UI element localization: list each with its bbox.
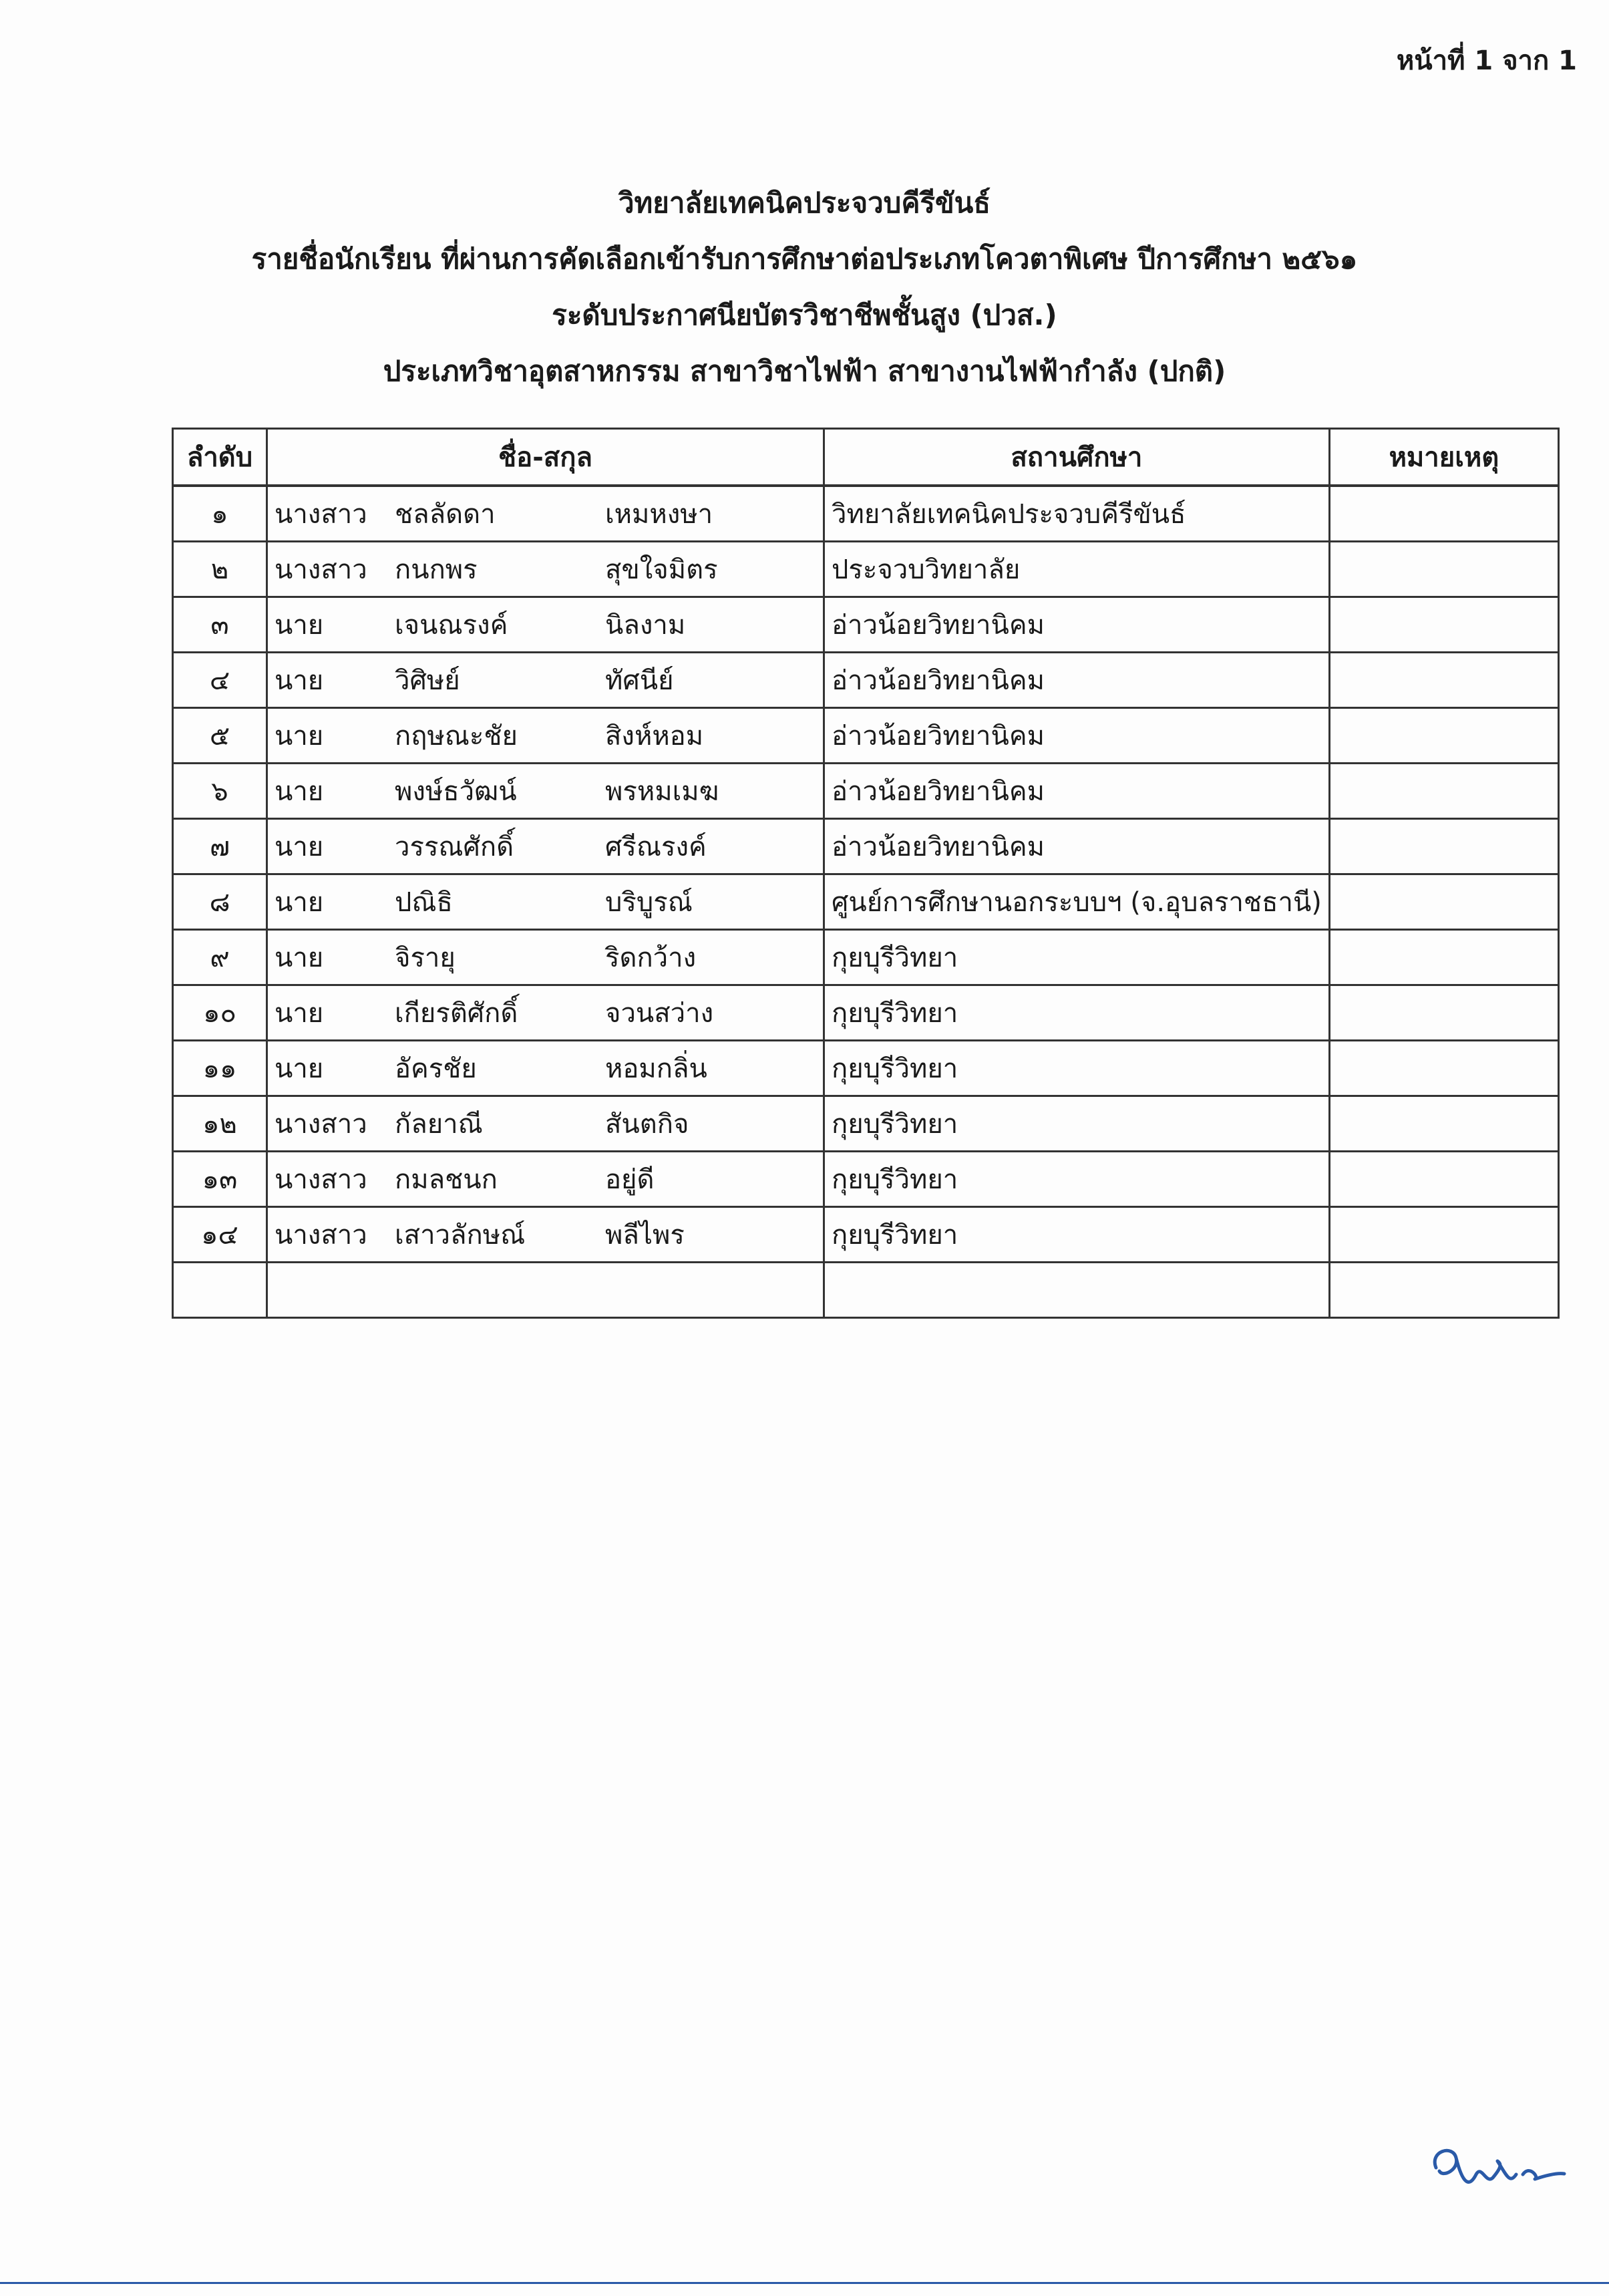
school-cell: อ่าวน้อยวิทยานิคม: [824, 597, 1330, 653]
name-prefix: นางสาว: [275, 1109, 367, 1140]
name-prefix: นาย: [275, 1053, 324, 1084]
note-cell: [1329, 1152, 1558, 1207]
last-name: เหมหงษา: [605, 499, 713, 530]
column-header-note: หมายเหตุ: [1329, 429, 1558, 486]
first-name: กัลยาณี: [395, 1109, 483, 1140]
name-prefix: นาย: [275, 776, 324, 807]
header-institution: วิทยาลัยเทคนิคประจวบคีรีขันธ์: [618, 186, 991, 219]
school-cell: อ่าวน้อยวิทยานิคม: [824, 819, 1330, 874]
first-name: อัครชัย: [395, 1053, 477, 1084]
first-name: จิรายุ: [395, 943, 456, 973]
header-level: ระดับประกาศนียบัตรวิชาชีพชั้นสูง (ปวส.): [552, 299, 1057, 331]
student-name-cell: [267, 764, 824, 819]
school-cell: อ่าวน้อยวิทยานิคม: [824, 653, 1330, 708]
student-name-cell: [267, 930, 824, 985]
row-number: ๘: [173, 874, 267, 930]
table-row: [173, 1041, 1559, 1096]
column-header-number: ลำดับ: [173, 429, 267, 486]
first-name: เกียรติศักดิ์: [395, 998, 518, 1029]
row-number: ๓: [173, 597, 267, 653]
last-name: จวนสว่าง: [605, 998, 714, 1029]
last-name: สันตกิจ: [605, 1109, 689, 1140]
note-cell: [1329, 1263, 1558, 1318]
school-cell: ประจวบวิทยาลัย: [824, 542, 1330, 597]
school-cell: กุยบุรีวิทยา: [824, 985, 1330, 1041]
note-cell: [1329, 597, 1558, 653]
name-prefix: นาย: [275, 943, 324, 973]
handwritten-signature: [1423, 2138, 1570, 2198]
note-cell: [1329, 764, 1558, 819]
student-name-cell: [267, 708, 824, 764]
table-row: [173, 930, 1559, 985]
table-row: [173, 985, 1559, 1041]
student-name-cell: [267, 1041, 824, 1096]
first-name: กนกพร: [395, 554, 478, 585]
note-cell: [1329, 1041, 1558, 1096]
first-name: ชลลัดดา: [395, 499, 496, 530]
table-row: [173, 597, 1559, 653]
note-cell: [1329, 653, 1558, 708]
bottom-border-line: [0, 2282, 1609, 2284]
first-name: พงษ์ธวัฒน์: [395, 776, 517, 807]
note-cell: [1329, 542, 1558, 597]
school-cell: [824, 1263, 1330, 1318]
name-prefix: นาย: [275, 721, 324, 752]
table-header-row: [173, 429, 1559, 486]
document-header: [0, 175, 1609, 399]
student-name-cell: [267, 819, 824, 874]
last-name: พรหมเมฆ: [605, 776, 719, 807]
school-cell: กุยบุรีวิทยา: [824, 1152, 1330, 1207]
student-name-cell: [267, 486, 824, 542]
table-row: [173, 764, 1559, 819]
table-body: [173, 486, 1559, 1318]
student-name-cell: [267, 1263, 824, 1318]
name-prefix: นาย: [275, 610, 324, 641]
school-cell: กุยบุรีวิทยา: [824, 1041, 1330, 1096]
first-name: วิศิษย์: [395, 665, 460, 696]
school-cell: ศูนย์การศึกษานอกระบบฯ (จ.อุบลราชธานี): [824, 874, 1330, 930]
note-cell: [1329, 1096, 1558, 1152]
name-prefix: นาย: [275, 887, 324, 918]
last-name: บริบูรณ์: [605, 887, 693, 918]
table-row: [173, 1096, 1559, 1152]
note-cell: [1329, 708, 1558, 764]
table-row: [173, 1263, 1559, 1318]
student-name-cell: [267, 1096, 824, 1152]
row-number: ๑: [173, 486, 267, 542]
student-name-cell: [267, 1207, 824, 1263]
student-name-cell: [267, 542, 824, 597]
note-cell: [1329, 874, 1558, 930]
page-number: หน้าที่ 1 จาก 1: [1396, 45, 1577, 76]
student-name-cell: [267, 597, 824, 653]
row-number: ๑๑: [173, 1041, 267, 1096]
school-cell: กุยบุรีวิทยา: [824, 1096, 1330, 1152]
name-prefix: นางสาว: [275, 554, 367, 585]
table-row: [173, 542, 1559, 597]
row-number: ๗: [173, 819, 267, 874]
row-number: ๑๒: [173, 1096, 267, 1152]
last-name: พลีไพร: [605, 1220, 685, 1251]
school-cell: กุยบุรีวิทยา: [824, 930, 1330, 985]
note-cell: [1329, 1207, 1558, 1263]
student-name-cell: [267, 653, 824, 708]
school-cell: อ่าวน้อยวิทยานิคม: [824, 708, 1330, 764]
header-program: ประเภทวิชาอุตสาหกรรม สาขาวิชาไฟฟ้า สาขางานไฟฟ้ากำลัง (ปกติ): [383, 355, 1226, 387]
student-name-cell: [267, 985, 824, 1041]
header-title: รายชื่อนักเรียน ที่ผ่านการคัดเลือกเข้ารับการศึกษาต่อประเภทโควตาพิเศษ ปีการศึกษา ๒๕๖๑: [251, 242, 1358, 275]
row-number: ๒: [173, 542, 267, 597]
name-prefix: นางสาว: [275, 1164, 367, 1195]
last-name: นิลงาม: [605, 610, 686, 641]
column-header-name: ชื่อ-สกุล: [267, 429, 824, 486]
first-name: วรรณศักดิ์: [395, 832, 514, 862]
last-name: สุขใจมิตร: [605, 554, 718, 585]
table-row: [173, 1152, 1559, 1207]
first-name: กมลชนก: [395, 1164, 498, 1195]
table-row: [173, 819, 1559, 874]
first-name: เสาวลักษณ์: [395, 1220, 526, 1251]
table-row: [173, 1207, 1559, 1263]
table-row: [173, 653, 1559, 708]
note-cell: [1329, 486, 1558, 542]
name-prefix: นาย: [275, 832, 324, 862]
last-name: ทัศนีย์: [605, 665, 674, 696]
last-name: ศรีณรงค์: [605, 832, 707, 862]
school-cell: อ่าวน้อยวิทยานิคม: [824, 764, 1330, 819]
first-name: ปณิธิ: [395, 887, 453, 918]
last-name: ริดกว้าง: [605, 943, 697, 973]
column-header-school: สถานศึกษา: [824, 429, 1330, 486]
note-cell: [1329, 985, 1558, 1041]
name-prefix: นาย: [275, 665, 324, 696]
row-number: ๖: [173, 764, 267, 819]
school-cell: กุยบุรีวิทยา: [824, 1207, 1330, 1263]
note-cell: [1329, 930, 1558, 985]
row-number: [173, 1263, 267, 1318]
table-row: [173, 874, 1559, 930]
note-cell: [1329, 819, 1558, 874]
student-name-cell: [267, 1152, 824, 1207]
student-table: [172, 428, 1560, 1319]
first-name: เจนณรงค์: [395, 610, 508, 641]
row-number: ๕: [173, 708, 267, 764]
last-name: หอมกลิ่น: [605, 1053, 707, 1084]
row-number: ๑๐: [173, 985, 267, 1041]
last-name: อยู่ดี: [605, 1164, 655, 1195]
first-name: กฤษณะชัย: [395, 721, 518, 752]
table-row: [173, 708, 1559, 764]
table-row: [173, 486, 1559, 542]
row-number: ๙: [173, 930, 267, 985]
student-name-cell: [267, 874, 824, 930]
school-cell: วิทยาลัยเทคนิคประจวบคีรีขันธ์: [824, 486, 1330, 542]
row-number: ๑๔: [173, 1207, 267, 1263]
name-prefix: นางสาว: [275, 499, 367, 530]
row-number: ๔: [173, 653, 267, 708]
name-prefix: นางสาว: [275, 1220, 367, 1251]
name-prefix: นาย: [275, 998, 324, 1029]
last-name: สิงห์หอม: [605, 721, 704, 752]
row-number: ๑๓: [173, 1152, 267, 1207]
